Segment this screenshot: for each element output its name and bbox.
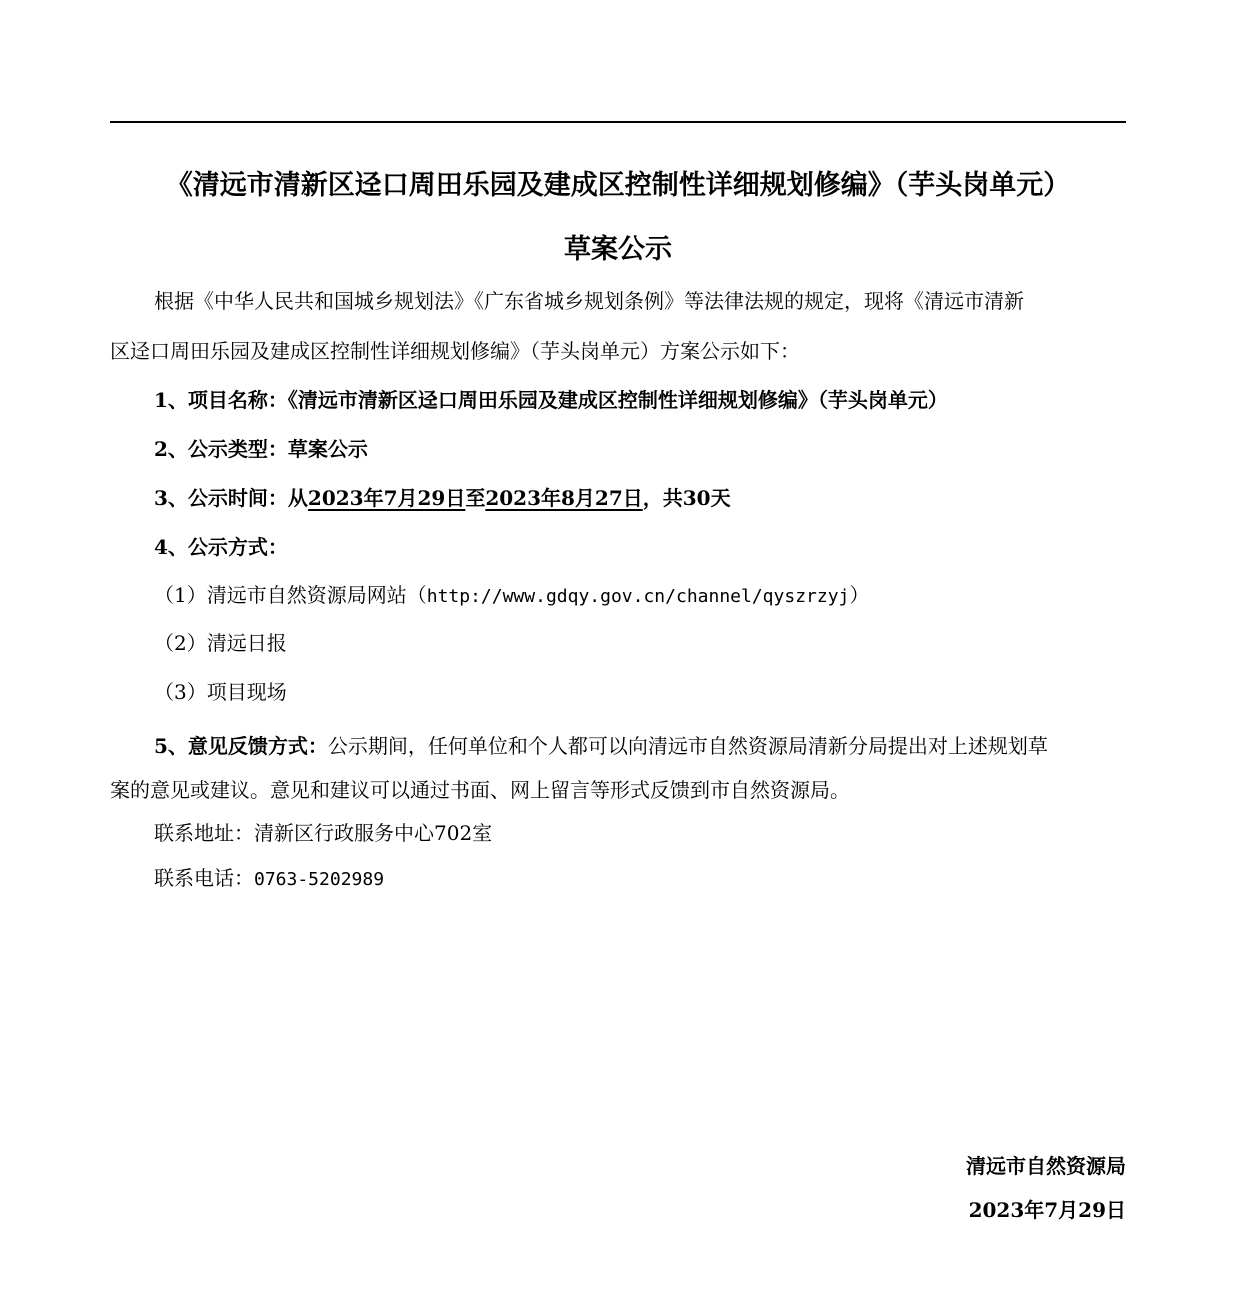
method-website-url[interactable]: http://www.gdqy.gov.cn/channel/qyszrzyj — [426, 586, 850, 607]
contact-address-label: 联系地址： — [154, 821, 254, 845]
period-total-days: ，共30天 — [642, 486, 731, 510]
contact-phone-label: 联系电话： — [154, 866, 254, 890]
item-notice-period — [154, 483, 731, 513]
item-notice-type-value: 草案公示 — [287, 437, 368, 461]
signature-date: 2023年7月29日 — [968, 1198, 1126, 1222]
item-feedback-text-1: 公示期间，任何单位和个人都可以向清远市自然资源局清新分局提出对上述规划草 — [327, 734, 1048, 758]
period-from-word: 从 — [287, 486, 308, 510]
contact-address-value: 清新区行政服务中心702室 — [254, 821, 493, 845]
item-feedback-line-1 — [154, 731, 1048, 761]
signature-org: 清远市自然资源局 — [966, 1154, 1126, 1178]
contact-address — [154, 818, 492, 848]
contact-phone — [154, 863, 384, 895]
method-newspaper: （2）清远日报 — [154, 631, 287, 655]
page-title: 《清远市清新区迳口周田乐园及建成区控制性详细规划修编》（芋头岗单元） — [165, 170, 1071, 201]
item-project-name — [154, 385, 948, 415]
method-website-prefix: （1）清远市自然资源局网站（ — [154, 583, 427, 607]
intro-line-1: 根据《中华人民共和国城乡规划法》《广东省城乡规划条例》等法律法规的规定，现将《清远市清新 — [154, 289, 1024, 313]
item-project-name-value: 《清远市清新区迳口周田乐园及建成区控制性详细规划修编》（芋头岗单元） — [287, 388, 948, 412]
header-rule — [110, 121, 1126, 123]
item-project-name-label: 1、项目名称： — [154, 388, 288, 412]
method-site: （3）项目现场 — [154, 680, 287, 704]
contact-phone-value: 0763-5202989 — [254, 869, 385, 890]
item-notice-methods-label: 4、公示方式： — [154, 535, 288, 559]
intro-line-2: 区迳口周田乐园及建成区控制性详细规划修编》（芋头岗单元）方案公示如下： — [110, 339, 800, 363]
item-feedback-label: 5、意见反馈方式： — [154, 734, 328, 758]
method-website-suffix: ） — [849, 583, 870, 607]
item-feedback-line-2: 案的意见或建议。意见和建议可以通过书面、网上留言等形式反馈到市自然资源局。 — [110, 778, 850, 802]
item-notice-period-label: 3、公示时间： — [154, 486, 288, 510]
period-end-date: 2023年8月27日 — [485, 486, 643, 510]
period-start-date: 2023年7月29日 — [307, 486, 466, 510]
page-subtitle: 草案公示 — [564, 234, 672, 265]
method-website — [154, 580, 869, 612]
item-notice-type — [154, 434, 368, 464]
item-notice-type-label: 2、公示类型： — [154, 437, 288, 461]
period-to-word: 至 — [465, 486, 486, 510]
